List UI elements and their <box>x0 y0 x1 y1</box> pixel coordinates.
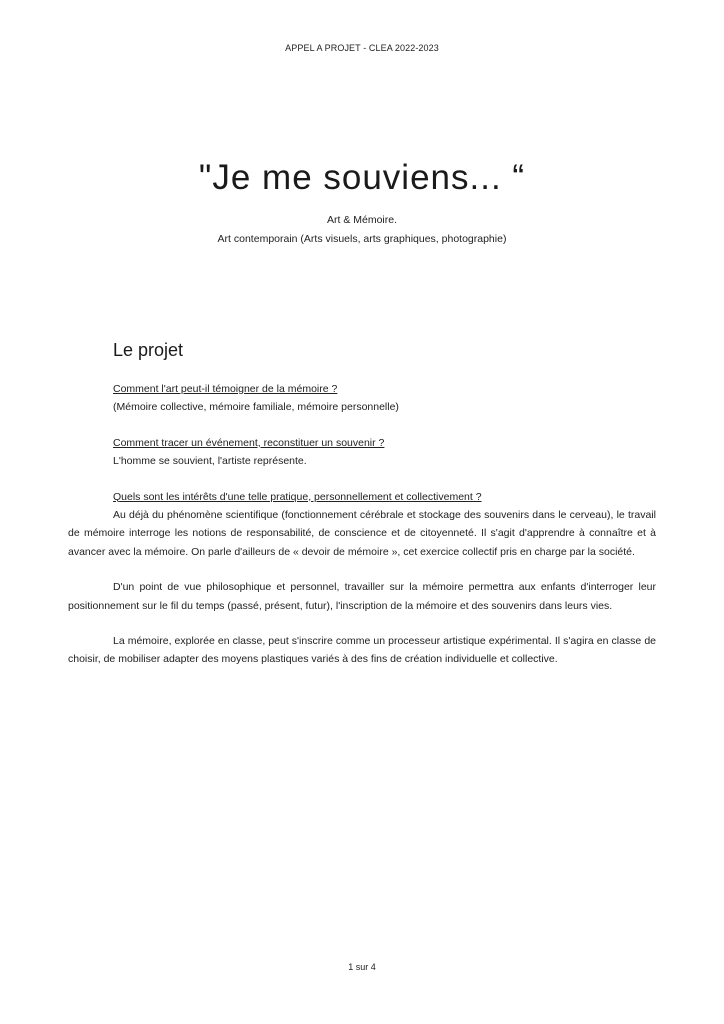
section-body <box>68 380 656 669</box>
subtitle-art-memoire: Art & Mémoire. <box>326 214 397 226</box>
question-block-2 <box>68 434 656 471</box>
subtitle-discipline: Art contemporain (Arts visuels, arts graphiques, photographie) <box>217 233 507 245</box>
answer-2: L'homme se souvient, l'artiste représente. <box>113 455 307 468</box>
paragraph-1: Au déjà du phénomène scientifique (fonctionnement cérébrale et stockage des souvenirs dans le cerveau), le travail de mémoire interroge les notions de responsabilité, de conscience et de citoyenneté. Il s'agit d'apprendre à connaître et à avancer avec la mémoire. On parle d'ailleurs de « devoir de mémoire », cet exercice collectif pris en charge par la société. <box>68 509 656 558</box>
page-number: 1 sur 4 <box>348 962 376 972</box>
running-header: APPEL A PROJET - CLEA 2022-2023 <box>285 43 439 53</box>
question-1: Comment l'art peut-il témoigner de la mémoire ? <box>113 383 338 395</box>
question-block-1 <box>68 380 656 417</box>
section-heading: Le projet <box>113 340 184 360</box>
question-block-3 <box>68 488 656 562</box>
question-2: Comment tracer un événement, reconstituer un souvenir ? <box>113 436 385 449</box>
answer-1: (Mémoire collective, mémoire familiale, mémoire personnelle) <box>113 401 399 414</box>
paragraph-2: D'un point de vue philosophique et personnel, travailler sur la mémoire permettra aux enfants d'interroger leur positionnement sur le fil du temps (passé, présent, futur), l'inscription de la mémoire et des souvenirs dans leurs vies. <box>68 581 656 612</box>
question-3: Quels sont les intérêts d'une telle pratique, personnellement et collectivement ? <box>113 490 482 503</box>
document-title: "Je me souviens... “ <box>198 158 526 197</box>
paragraph-3: La mémoire, explorée en classe, peut s'inscrire comme un processeur artistique expérimental. Il s'agira en classe de choisir, de mobiliser adapter des moyens plastiques variés à des fins de création individuelle et collective. <box>68 635 656 666</box>
